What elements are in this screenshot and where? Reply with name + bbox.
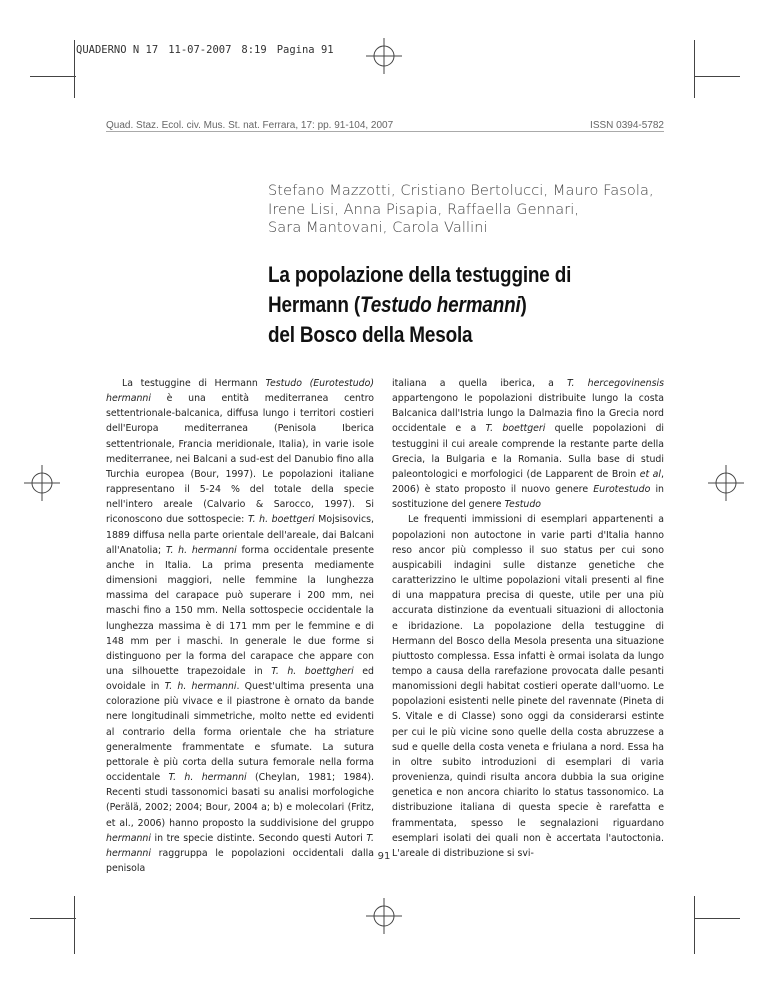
registration-mark-right-icon (706, 463, 746, 503)
title-line-3: del Bosco della Mesola (268, 322, 473, 347)
paragraph: italiana a quella iberica, a T. hercegovinensis appartengono le popolazioni distribuite lungo la costa Balcanica dall'Istria lungo la Dalmazia fino la Grecia nord occidentale e a T. boettgeri quelle popolazioni di testuggini il cui areale comprende la restante parte della Grecia, la Bulgaria e la Romania. Sulla base di studi paleontologici e morfologici (de Lapparent de Broin et al, 2006) è stato proposto il nuovo genere Eurotestudo in sostituzione del genere Testudo (392, 378, 664, 511)
crop-mark-br-h (694, 918, 740, 919)
issn: ISSN 0394-5782 (590, 120, 664, 131)
title-line-1: La popolazione della testuggine di (268, 262, 572, 287)
author-line-2: Irene Lisi, Anna Pisapia, Raffaella Gennari, (268, 201, 580, 218)
title-text: ) (520, 292, 527, 317)
registration-mark-bottom-icon (364, 896, 404, 936)
body-column-right (392, 376, 664, 861)
crop-mark-tl-h (30, 76, 76, 77)
author-line-3: Sara Mantovani, Carola Vallini (268, 220, 488, 236)
header-rule (106, 131, 664, 132)
title-species-name: Testudo hermanni (360, 292, 521, 317)
article-title (268, 260, 612, 350)
title-line-2 (268, 290, 612, 320)
paragraph: Le frequenti immissioni di esemplari appartenenti a popolazioni non autoctone in varie parti d'Italia hanno reso ancor più complesso il suo status per cui sono auspicabili indagini sulle distanze genetiche che caratterizzino le ultime popolazioni vitali presenti al fine di una mappatura precisa di queste, utile per una più accurata distinzione da eventuali situazioni di alloctonia e ibridazione. La popolazione della testuggine di Hermann del Bosco della Mesola presenta una situazione piuttosto complessa. Essa infatti è ormai isolata da lungo tempo a causa della rarefazione provocata dalle pesanti manomissioni degli habitat costieri operate dall'uomo. Le popolazioni esistenti nelle pinete del ravennate (Pineta di S. Vitale e di Classe) sono oggi da considerarsi estinte per cui le più vicine sono quelle della costa abruzzese a sud e quelle della costa veneta e friulana a nord. Essa ha in oltre subito introduzioni di esemplari di varia provenienza, quindi risulta ancora dubbia la sua origine genetica e non ancora chiarito lo status tassonomico. La distribuzione italiana di questa specie è rarefatta e frammentata, spesso le segnalazioni riguardano esemplari isolati dei quali non è accertata l'autoctonia. L'areale di distribuzione si svi- (392, 514, 664, 859)
slug-date: 11-07-2007 (168, 44, 232, 56)
journal-citation: Quad. Staz. Ecol. civ. Mus. St. nat. Ferrara, 17: pp. 91-104, 2007 (106, 120, 394, 131)
page-number: 91 (377, 851, 391, 862)
title-text: Hermann ( (268, 292, 361, 317)
registration-mark-top-icon (364, 36, 404, 76)
paragraph: La testuggine di Hermann Testudo (Eurotestudo) hermanni è una entità mediterranea centro settentrionale-balcanica, diffusa lungo i territori costieri dell'Europa mediterranea (Penisola Iberica settentrionale, Francia meridionale, Italia), in varie isole mediterranee, nei Balcani a sud-est del Danubio fino alla Turchia europea (Bour, 1997). Le popolazioni italiane rappresentano il 5-24 % del totale della specie nell'intero areale (Calvario & Sarocco, 1997). Si riconoscono due sottospecie: T. h. boettgeri Mojsisovics, 1889 diffusa nella parte orientale dell'areale, dai Balcani all'Anatolia; T. h. hermanni forma occidentale presente anche in Italia. La prima presenta mediamente dimensioni maggiori, nelle femmine la lunghezza massima del carapace può superare i 200 mm, nei maschi fino a 150 mm. Nella sottospecie occidentale la lunghezza massima è di 171 mm per le femmine e di 148 mm per i maschi. In generale le due forme si distinguono per la forma del carapace che appare con una silhouette trapezoidale in T. h. boettgheri ed ovoidale in T. h. hermanni. Quest'ultima presenta una colorazione più vivace e il piastrone è ornato da bande nere longitudinali simmetriche, molto nette ed evidenti al contrario della forma orientale che ha striature generalmente frammentate e sfumate. La sutura pettorale è più corta della sutura femorale nella forma occidentale T. h. hermanni (Cheylan, 1981; 1984). Recenti studi tassonomici basati su analisi morfologiche (Perälä, 2002; 2004; Bour, 2004 a; b) e molecolari (Fritz, et al., 2006) hanno proposto la suddivisione del gruppo hermanni in tre specie distinte. Secondo questi Autori T. hermanni raggruppa le popolazioni occidentali dalla penisola (106, 378, 375, 874)
crop-mark-bl-h (30, 918, 76, 919)
body-column-left (106, 376, 374, 876)
slug-page: Pagina 91 (276, 44, 334, 56)
crop-mark-tr-h (694, 76, 740, 77)
slug-time: 8:19 (241, 44, 267, 56)
printer-slug (76, 44, 344, 56)
crop-mark-br-v (694, 896, 695, 954)
registration-mark-left-icon (22, 463, 62, 503)
crop-mark-tr-v (694, 40, 695, 98)
author-line-1: Stefano Mazzotti, Cristiano Bertolucci, Mauro Fasola, (268, 183, 654, 199)
crop-mark-bl-v (74, 896, 75, 954)
crop-mark-tl-v (74, 40, 75, 98)
author-list (268, 182, 688, 238)
slug-file: QUADERNO N 17 (76, 44, 159, 56)
